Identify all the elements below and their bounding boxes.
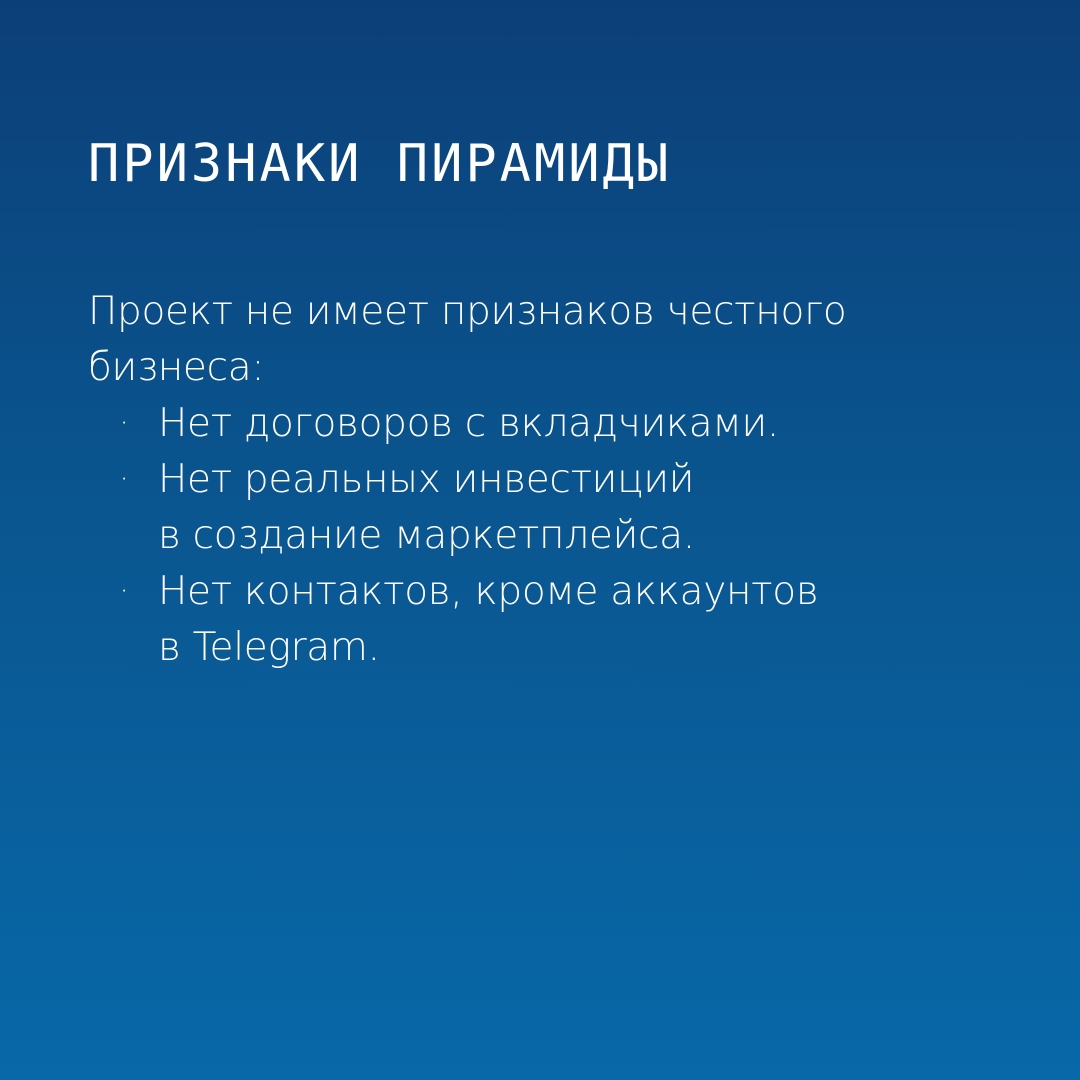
slide-body	[88, 284, 1008, 676]
bullet-icon: ·	[119, 574, 129, 609]
intro-line: Проект не имеет признаков честного	[88, 289, 847, 334]
slide-title: ПРИЗНАКИ ПИРАМИДЫ	[88, 134, 672, 194]
bullet-text: Нет реальных инвестиций	[158, 457, 695, 502]
bullet-icon: ·	[119, 406, 129, 441]
list-item	[88, 564, 1008, 676]
list-item	[88, 452, 1008, 564]
bullet-text: Нет контактов, кроме аккаунтов	[158, 569, 819, 614]
bullet-list	[88, 396, 1008, 676]
intro-line: бизнеса:	[88, 345, 265, 390]
intro-paragraph	[88, 284, 1008, 396]
bullet-text: в Telegram.	[158, 625, 380, 670]
bullet-icon: ·	[119, 462, 129, 497]
slide-content	[88, 128, 1008, 676]
bullet-text: Нет договоров с вкладчиками.	[158, 401, 779, 446]
bullet-text: в создание маркетплейса.	[158, 513, 695, 558]
list-item	[88, 396, 1008, 452]
